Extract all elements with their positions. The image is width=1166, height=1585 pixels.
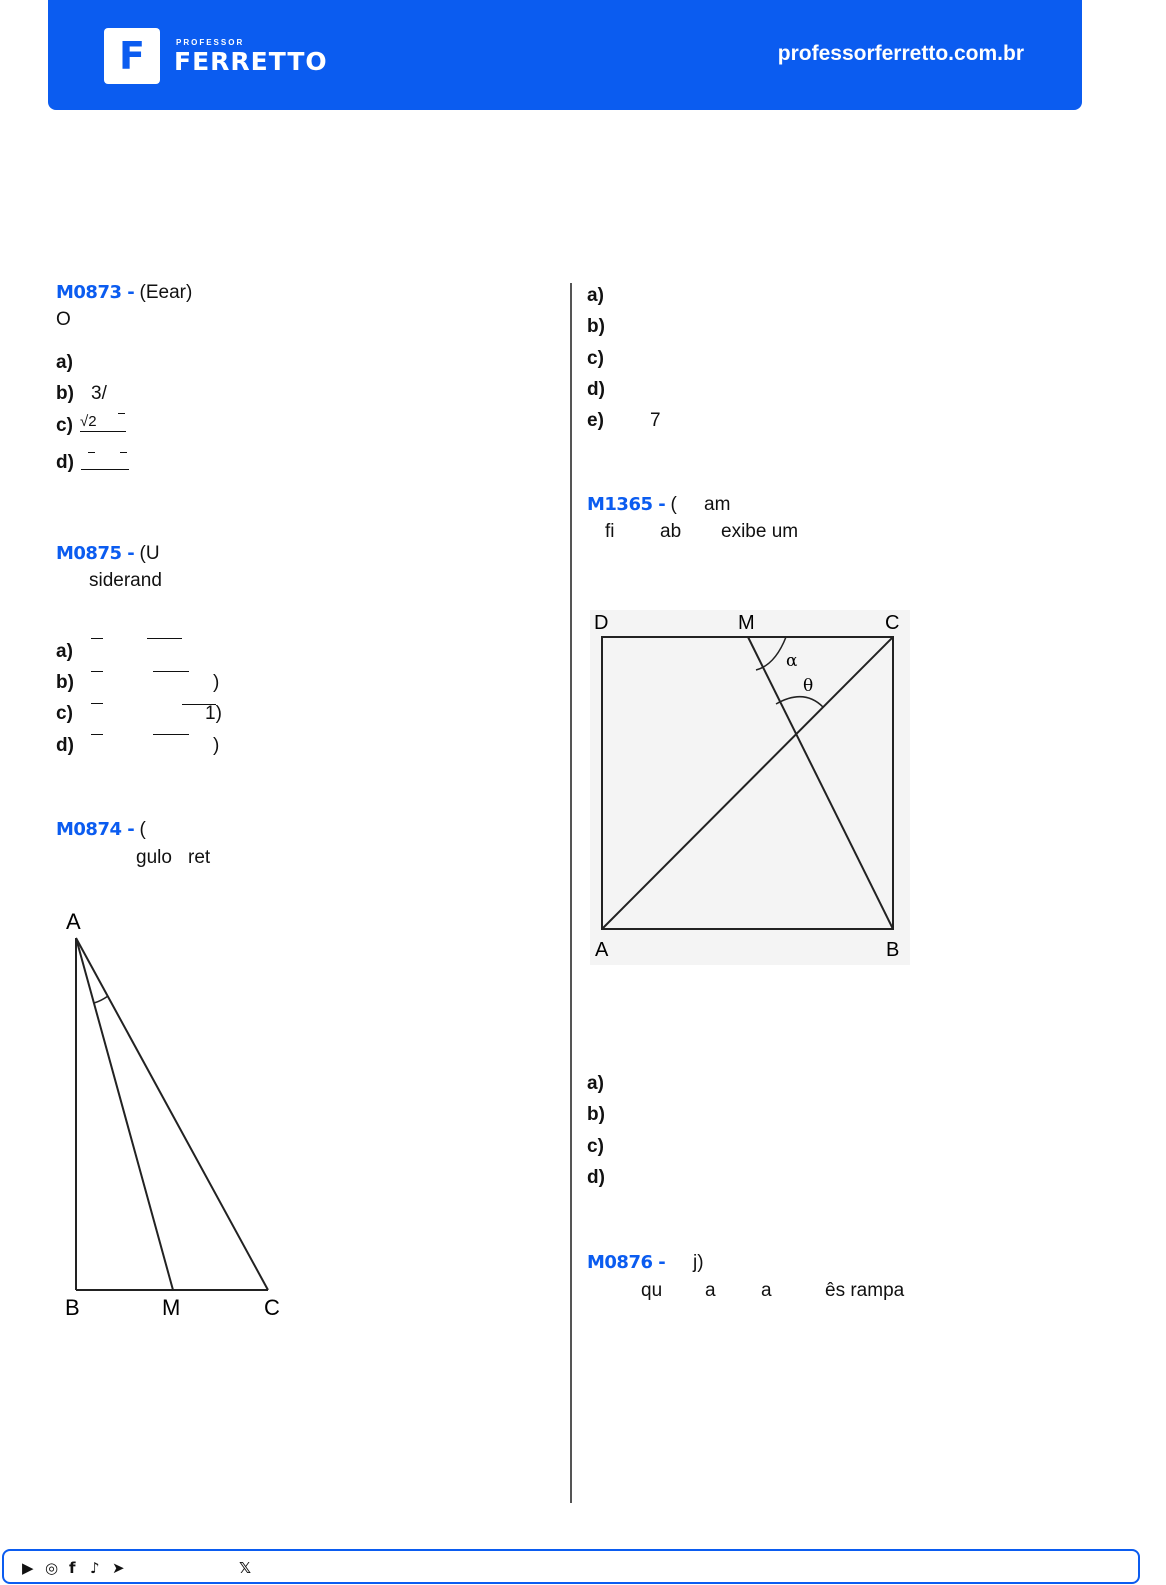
option-c[interactable]: c) — [587, 348, 604, 369]
median-am — [76, 938, 173, 1290]
youtube-icon[interactable]: ▶ — [22, 1559, 34, 1577]
question-source: ( — [139, 819, 146, 840]
vertex-b-label: B — [65, 1295, 80, 1320]
option-c-text: √2 — [80, 413, 97, 430]
vertex-b-label: B — [886, 939, 900, 961]
overline — [88, 452, 95, 453]
option-d[interactable]: d) — [56, 735, 74, 756]
option-e-text: 7 — [650, 410, 661, 431]
option-c[interactable]: c) — [56, 703, 73, 724]
question-source: (Eear) — [139, 282, 193, 303]
logo-brand-text: FERRETTO — [174, 47, 328, 76]
option-a[interactable]: a) — [56, 641, 73, 662]
fraction-bar — [91, 703, 103, 704]
logo-icon — [104, 28, 160, 84]
fraction-bar — [153, 671, 189, 672]
question-text-part: ês rampa — [825, 1280, 905, 1301]
option-d-tail: ) — [213, 735, 220, 756]
square-figure — [590, 610, 910, 965]
question-source: j) — [693, 1252, 704, 1273]
question-text-part: a — [705, 1280, 716, 1301]
logo-small-text: PROFESSOR — [176, 38, 245, 47]
option-a[interactable]: a) — [587, 285, 604, 306]
fraction-bar — [153, 734, 189, 735]
triangle-figure — [55, 900, 305, 1340]
telegram-icon[interactable]: ➤ — [112, 1559, 125, 1577]
question-text: O — [56, 309, 71, 330]
fraction-bar — [147, 638, 182, 639]
figure-background — [590, 610, 910, 965]
fraction-bar — [91, 671, 103, 672]
fraction-bar — [91, 734, 103, 735]
fraction-bar — [81, 469, 129, 470]
fraction-bar — [80, 431, 126, 432]
overline — [118, 413, 125, 414]
option-d[interactable]: d) — [587, 1167, 605, 1188]
point-m-label: M — [738, 612, 755, 634]
option-b[interactable]: b) — [587, 316, 605, 337]
overline — [120, 452, 127, 453]
question-code: M0874 - — [56, 819, 135, 840]
vertex-a-label: A — [595, 939, 609, 961]
vertex-c-label: C — [264, 1295, 280, 1320]
question-text-part: ab — [660, 521, 682, 542]
option-b[interactable]: b) — [56, 672, 74, 693]
option-e[interactable]: e) — [587, 410, 604, 431]
option-b[interactable]: b) — [587, 1104, 605, 1125]
theta-label: θ — [803, 676, 814, 696]
column-divider — [570, 283, 572, 1503]
question-text-part: a — [761, 1280, 772, 1301]
question-text-part: exibe um — [721, 521, 799, 542]
footer-bar — [2, 1549, 1140, 1584]
x-icon[interactable]: 𝕏 — [239, 1559, 252, 1577]
side-ac — [76, 938, 268, 1290]
option-d[interactable]: d) — [56, 452, 74, 473]
option-c[interactable]: c) — [587, 1136, 604, 1157]
facebook-icon[interactable]: f — [69, 1559, 76, 1577]
fraction-bar — [91, 638, 103, 639]
website-link[interactable]: professorferretto.com.br — [777, 42, 1024, 65]
question-source: (U — [139, 543, 160, 564]
question-code: M0875 - — [56, 543, 135, 564]
question-code: M1365 - — [587, 494, 666, 515]
vertex-c-label: C — [885, 612, 900, 634]
option-b[interactable]: b) — [56, 383, 74, 404]
option-b-text: 3/ — [91, 383, 107, 404]
question-text-part: fi — [605, 521, 615, 542]
header-banner — [48, 0, 1082, 110]
question-text-part: gulo — [136, 847, 172, 868]
option-a[interactable]: a) — [587, 1073, 604, 1094]
question-m0875-header — [56, 543, 160, 565]
vertex-a-label: A — [66, 909, 81, 934]
option-a[interactable]: a) — [56, 352, 73, 373]
question-m0874-header — [56, 819, 146, 841]
question-m0873-header — [56, 282, 192, 304]
question-source: ( — [670, 494, 677, 515]
question-text-part: qu — [641, 1280, 663, 1301]
tiktok-icon[interactable]: ♪ — [90, 1559, 100, 1577]
logo-letter: F — [119, 34, 145, 78]
angle-arc — [94, 996, 108, 1003]
point-m-label: M — [162, 1295, 181, 1320]
question-source-word: am — [704, 494, 731, 515]
question-m0876-header — [587, 1252, 665, 1274]
option-b-tail: ) — [213, 672, 220, 693]
question-text: siderand — [89, 570, 162, 591]
question-code: M0873 - — [56, 282, 135, 303]
vertex-d-label: D — [594, 612, 609, 634]
question-code: M0876 - — [587, 1252, 666, 1273]
question-m1365-header — [587, 494, 677, 516]
instagram-icon[interactable]: ◎ — [45, 1559, 59, 1577]
option-d[interactable]: d) — [587, 379, 605, 400]
option-c[interactable]: c) — [56, 415, 73, 436]
alpha-label: α — [786, 651, 798, 671]
question-text-part: ret — [188, 847, 211, 868]
option-c-tail: 1) — [205, 703, 222, 724]
